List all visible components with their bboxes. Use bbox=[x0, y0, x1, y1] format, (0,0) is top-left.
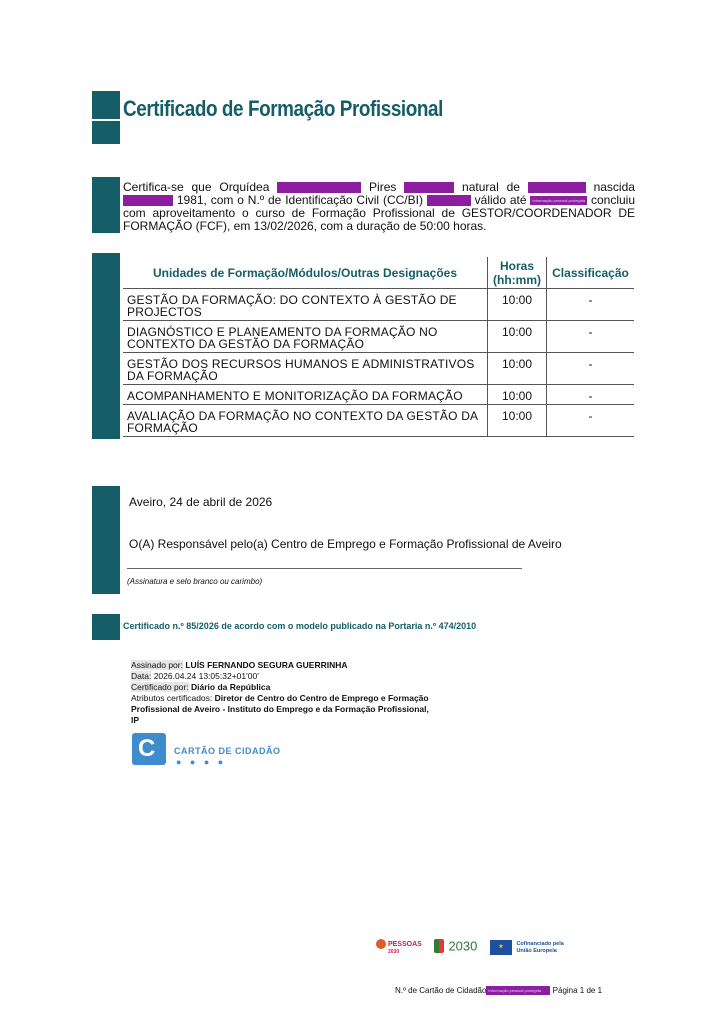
attributes-label: Atributos certificados: bbox=[131, 693, 213, 703]
pessoas-text: PESSOAS bbox=[387, 940, 422, 948]
eu-text-line2: União Europeia bbox=[516, 947, 557, 954]
module-hours: 10:00 bbox=[488, 405, 547, 437]
pessoas-icon bbox=[376, 939, 386, 949]
module-name: ACOMPANHAMENTO E MONITORIZAÇÃO DA FORMAÇÃO bbox=[123, 385, 488, 405]
table-row bbox=[123, 353, 634, 385]
redacted-surname bbox=[404, 182, 454, 193]
module-name: AVALIAÇÃO DA FORMAÇÃO NO CONTEXTO DA GESTÃO DA FORMAÇÃO bbox=[123, 405, 488, 437]
table-row bbox=[123, 385, 634, 405]
redacted-validity: Informação pessoal protegida bbox=[532, 198, 586, 204]
card-number-label: N.º de Cartão de Cidadão bbox=[395, 986, 487, 995]
header-grade: Classificação bbox=[547, 257, 635, 289]
redacted-card-number: Informação pessoal protegida bbox=[486, 986, 550, 995]
signed-by-label: Assinado por: bbox=[131, 660, 183, 670]
table-row bbox=[123, 321, 634, 353]
module-name: GESTÃO DOS RECURSOS HUMANOS E ADMINISTRATIVOS DA FORMAÇÃO bbox=[123, 353, 488, 385]
certificate-number-bar bbox=[92, 614, 120, 640]
pessoas-2030-logo bbox=[376, 939, 422, 955]
certification-bar bbox=[92, 177, 120, 233]
eu-flag-icon: ★ bbox=[490, 940, 512, 955]
footer bbox=[395, 986, 602, 995]
eu-logo bbox=[490, 939, 564, 957]
redacted-birthdate bbox=[123, 195, 173, 206]
portugal-flag-icon bbox=[434, 939, 444, 953]
portugal-2030-text: 2030 bbox=[448, 938, 478, 954]
digital-signature bbox=[131, 660, 431, 726]
cartao-cidadao-icon: C bbox=[132, 733, 166, 765]
certificate-number: Certificado n.º 85/2026 de acordo com o modelo publicado na Portaria n.º 474/2010 bbox=[123, 621, 477, 631]
signature-line bbox=[127, 568, 522, 569]
signed-by: LUÍS FERNANDO SEGURA GUERRINHA bbox=[185, 660, 348, 670]
table-row bbox=[123, 405, 634, 437]
certification-text: Certifica-se que Orquídea Pires natural de nascida 1981, com o N.º de Identificação Civil (CC/BI) válido até Informação pessoal protegida concluiu com aproveitamento o curso de Formação Profissional de GESTOR/COORDENADOR DE FORMAÇÃO (FCF), em 13/02/2026, com a duração de 50:00 horas. bbox=[123, 180, 636, 233]
module-hours: 10:00 bbox=[488, 321, 547, 353]
responsible-entity: O(A) Responsável pelo(a) Centro de Emprego e Formação Profissional de Aveiro bbox=[129, 537, 562, 551]
module-grade: - bbox=[547, 405, 635, 437]
module-name: DIAGNÓSTICO E PLANEAMENTO DA FORMAÇÃO NO CONTEXTO DA GESTÃO DA FORMAÇÃO bbox=[123, 321, 488, 353]
date-label: Data: bbox=[131, 671, 152, 681]
module-name: GESTÃO DA FORMAÇÃO: DO CONTEXTO À GESTÃO DE PROJECTOS bbox=[123, 289, 488, 321]
certified-by: Diário da República bbox=[191, 682, 271, 692]
header-hours: Horas (hh:mm) bbox=[488, 257, 547, 289]
module-hours: 10:00 bbox=[488, 385, 547, 405]
page-number: Página 1 de 1 bbox=[552, 986, 603, 995]
table-row bbox=[123, 289, 634, 321]
eu-text-line1: Cofinanciado pela bbox=[516, 940, 564, 947]
pessoas-year: 2030 bbox=[388, 949, 400, 955]
portugal-2030-logo bbox=[434, 937, 477, 955]
title-bar-top bbox=[92, 91, 120, 119]
title-bar-bottom bbox=[92, 121, 120, 144]
redacted-id-number bbox=[427, 195, 471, 206]
table-bar bbox=[92, 253, 120, 439]
table-header-row bbox=[123, 257, 634, 289]
page-title: Certificado de Formação Profissional bbox=[123, 96, 443, 121]
certified-by-label: Certificado por: bbox=[131, 682, 189, 692]
signature-bar bbox=[92, 486, 120, 594]
redacted-name bbox=[277, 182, 361, 193]
module-hours: 10:00 bbox=[488, 289, 547, 321]
module-grade: - bbox=[547, 289, 635, 321]
modules-table bbox=[123, 257, 634, 437]
module-grade: - bbox=[547, 385, 635, 405]
redacted-birthplace bbox=[528, 182, 586, 193]
header-module: Unidades de Formação/Módulos/Outras Designações bbox=[123, 257, 488, 289]
signature-date: 2026.04.24 13:05:32+01'00' bbox=[153, 671, 259, 681]
cartao-cidadao-text: CARTÃO DE CIDADÃO bbox=[174, 746, 281, 756]
module-hours: 10:00 bbox=[488, 353, 547, 385]
module-grade: - bbox=[547, 321, 635, 353]
signature-note: (Assinatura e selo branco ou carimbo) bbox=[127, 577, 263, 586]
place-date: Aveiro, 24 de abril de 2026 bbox=[129, 495, 273, 509]
cartao-cidadao-dots: ● ● ● ● bbox=[176, 757, 227, 767]
module-grade: - bbox=[547, 353, 635, 385]
attributes: Diretor de Centro do Centro de Emprego e Formação Profissional de Aveiro - Instituto do Emprego e da Formação Profissional, IP bbox=[131, 693, 429, 725]
